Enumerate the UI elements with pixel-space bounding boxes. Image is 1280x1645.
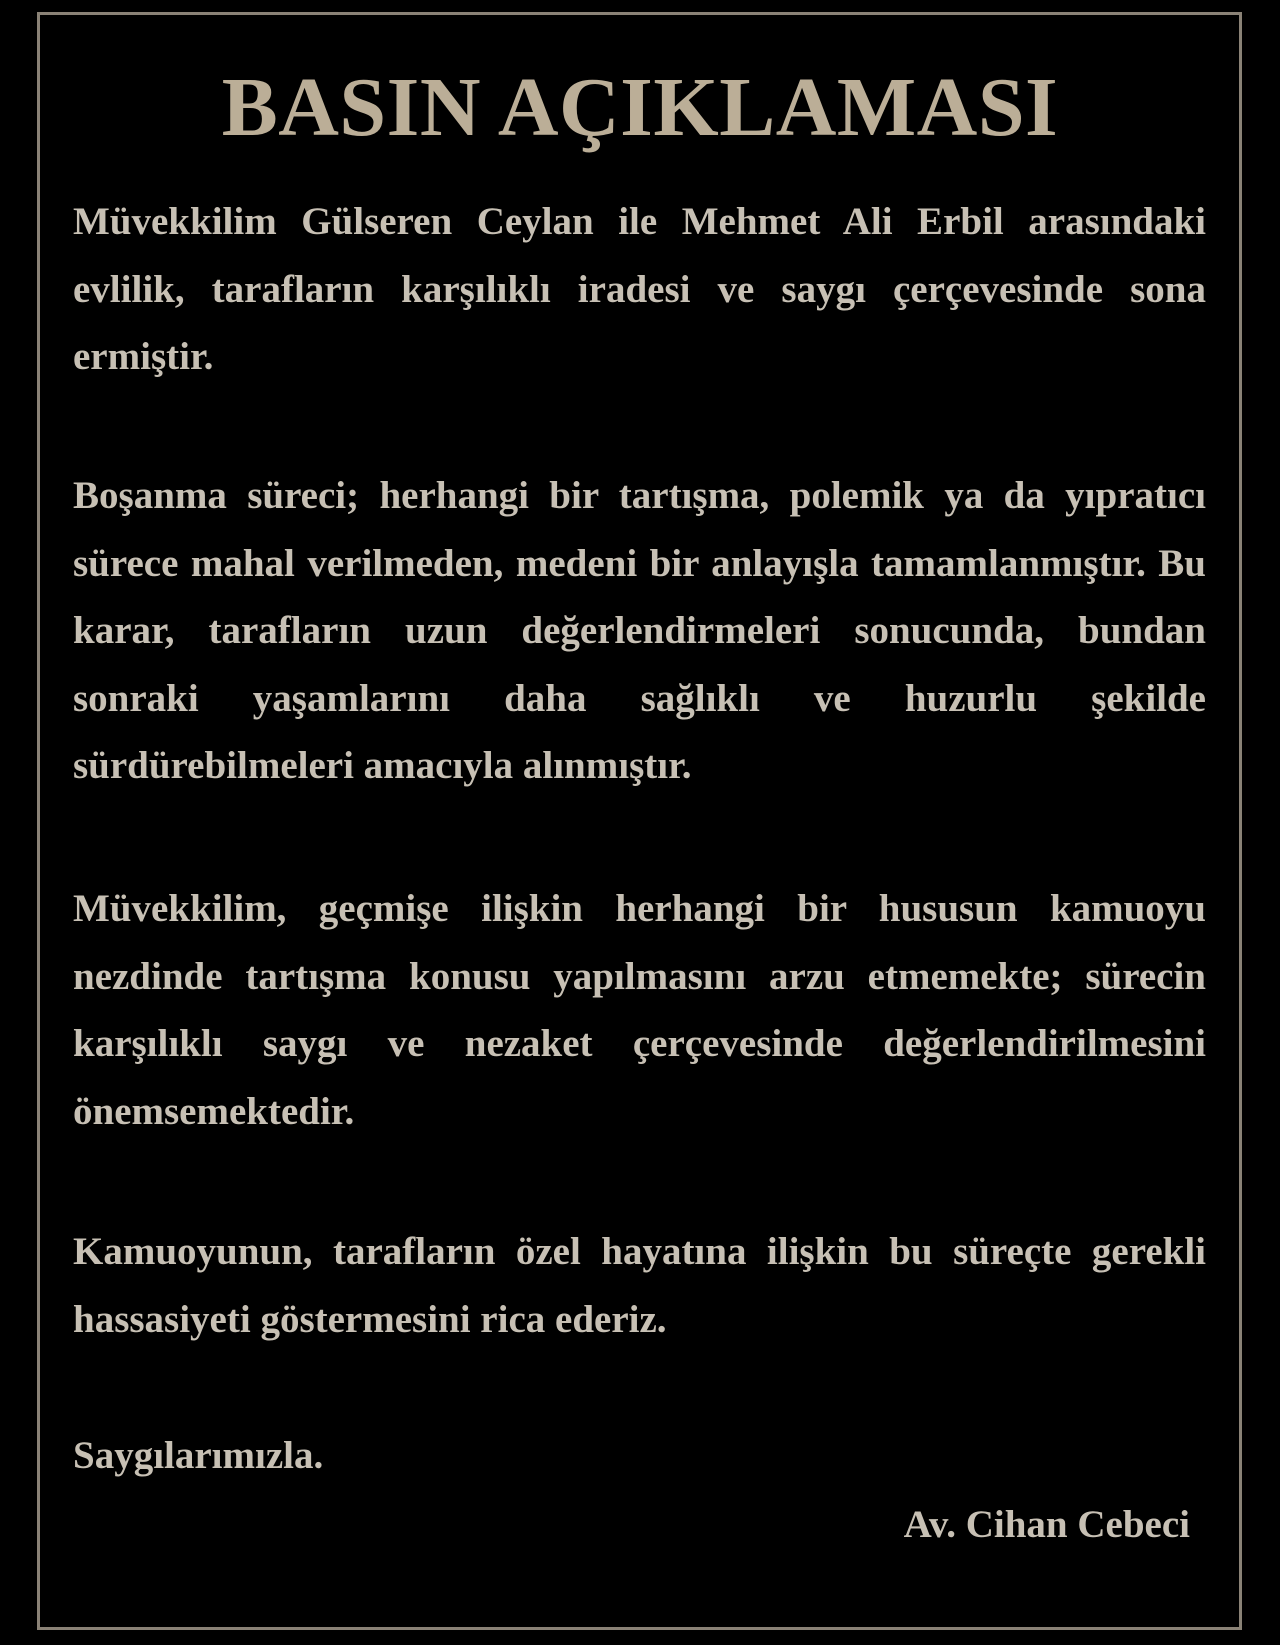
paragraph-1: Müvekkilim Gülseren Ceylan ile Mehmet Ali Erbil arasındaki evlilik, tarafların karşılıklı iradesi ve saygı çerçevesinde sona ermiştir. <box>73 200 1206 378</box>
paragraph-3: Müvekkilim, geçmişe ilişkin herhangi bir hususun kamuoyu nezdinde tartışma konusu yapılmasını arzu etmemekte; sürecin karşılıklı saygı ve nezaket çerçevesinde değerlendirilmesini önemsemektedir. <box>73 887 1206 1133</box>
closing-text: Saygılarımızla. <box>73 1434 324 1477</box>
signature: Av. Cihan Cebeci <box>903 1503 1190 1546</box>
paragraph-4: Kamuoyunun, tarafların özel hayatına ilişkin bu süreçte gerekli hassasiyeti göstermesini rica ederiz. <box>73 1230 1206 1341</box>
paragraph-2: Boşanma süreci; herhangi bir tartışma, polemik ya da yıpratıcı sürece mahal verilmeden, medeni bir anlayışla tamamlanmıştır. Bu karar, tarafların uzun değerlendirmeleri sonucunda, bundan sonraki yaşamlarını daha sağlıklı ve huzurlu şekilde sürdürebilmeleri amacıyla alınmıştır. <box>73 474 1206 787</box>
page-title: BASIN AÇIKLAMASI <box>221 61 1059 154</box>
